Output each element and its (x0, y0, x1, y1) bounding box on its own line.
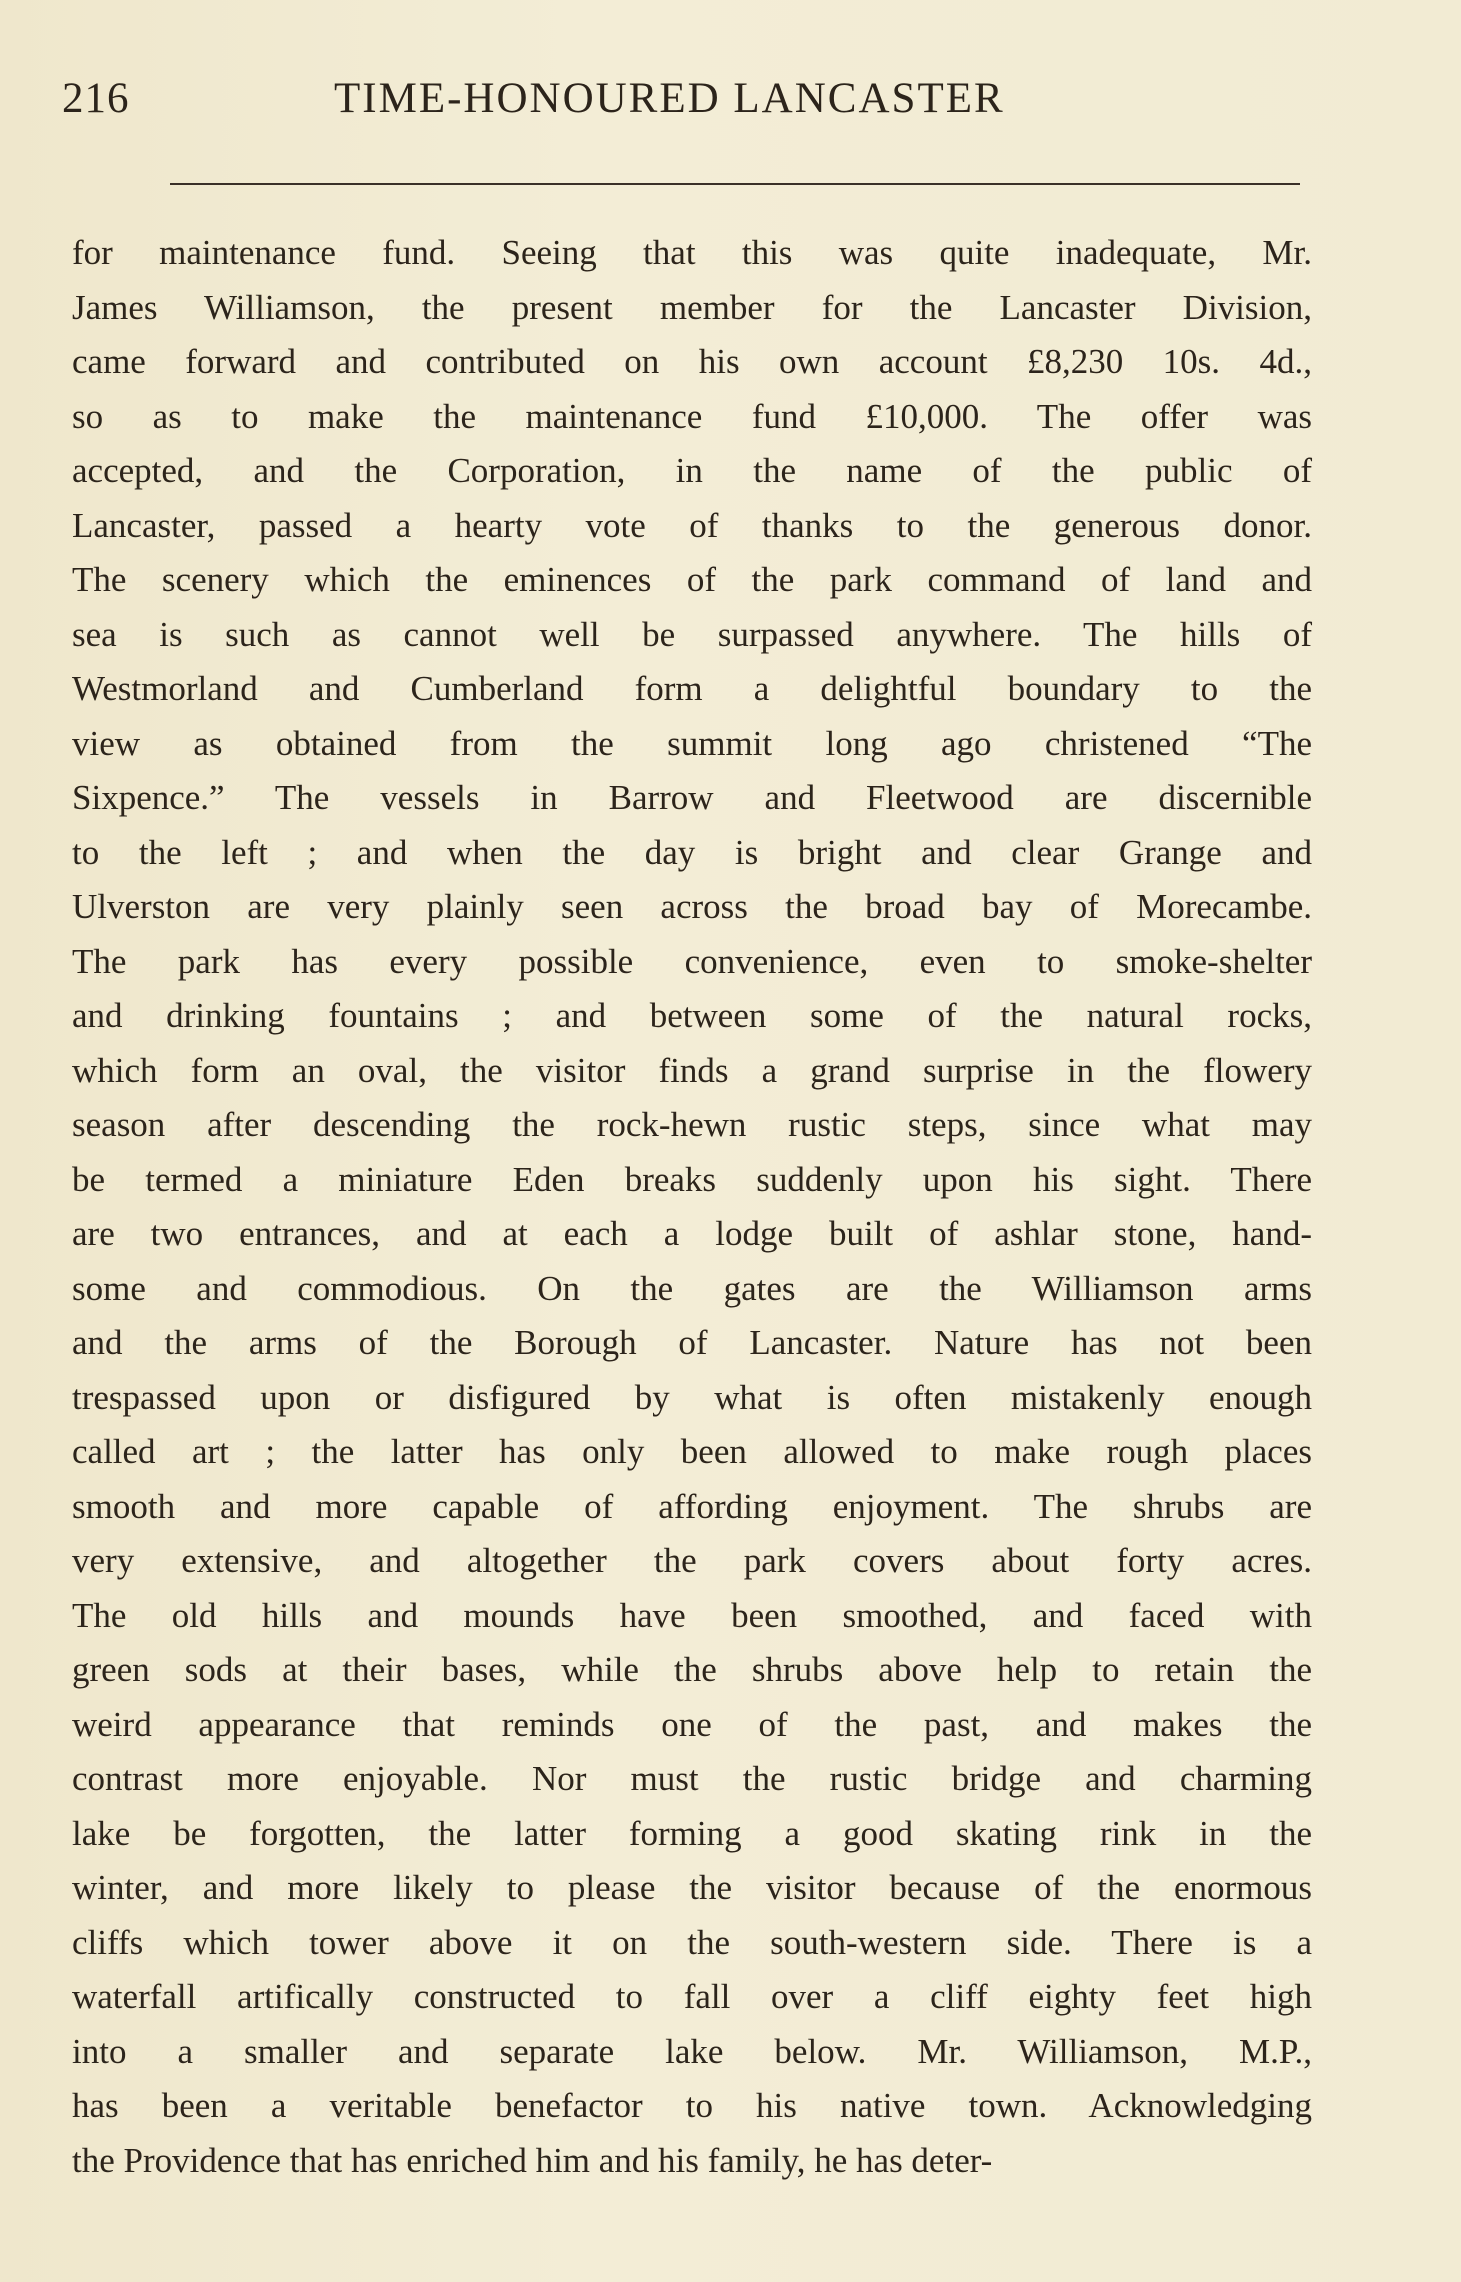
header-rule (170, 183, 1300, 185)
running-title: TIME-HONOURED LANCASTER (334, 75, 1005, 122)
text-line: and the arms of the Borough of Lancaster. Nature has not been (72, 1323, 1312, 1362)
text-line: green sods at their bases, while the shrubs above help to retain the (72, 1650, 1312, 1689)
text-line: into a smaller and separate lake below. Mr. Williamson, M.P., (72, 2031, 1312, 2071)
text-line: and drinking fountains ; and between some of the natural rocks, (72, 996, 1312, 1035)
text-line: for maintenance fund. Seeing that this was quite inadequate, Mr. (72, 233, 1312, 272)
text-line: which form an oval, the visitor finds a grand surprise in the flowery (72, 1050, 1312, 1090)
text-line: came forward and contributed on his own account £8,230 10s. 4d., (72, 342, 1312, 381)
text-line: accepted, and the Corporation, in the name of the public of (72, 451, 1312, 490)
text-line: Westmorland and Cumberland form a delightful boundary to the (72, 669, 1312, 708)
text-line: The park has every possible convenience, even to smoke-shelter (72, 941, 1312, 981)
text-line: has been a veritable benefactor to his native town. Acknowledging (72, 2086, 1312, 2125)
text-line: very extensive, and altogether the park covers about forty acres. (72, 1541, 1312, 1580)
text-line: some and commodious. On the gates are the Williamson arms (72, 1268, 1312, 1308)
text-line: contrast more enjoyable. Nor must the rustic bridge and charming (72, 1759, 1312, 1798)
text-line: sea is such as cannot well be surpassed anywhere. The hills of (72, 614, 1312, 654)
text-line: so as to make the maintenance fund £10,000. The offer was (72, 396, 1312, 436)
text-line: weird appearance that reminds one of the past, and makes the (72, 1704, 1312, 1744)
text-line: the Providence that has enriched him and his family, he has deter- (72, 2140, 993, 2180)
text-line: cliffs which tower above it on the south-western side. There is a (72, 1922, 1312, 1962)
text-line: be termed a miniature Eden breaks suddenly upon his sight. There (72, 1159, 1312, 1199)
text-line: lake be forgotten, the latter forming a good skating rink in the (72, 1813, 1312, 1853)
text-line: Sixpence.” The vessels in Barrow and Fleetwood are discernible (72, 778, 1312, 817)
page-number: 216 (62, 75, 130, 122)
text-line: waterfall artifically constructed to fall over a cliff eighty feet high (72, 1977, 1312, 2016)
text-line: Lancaster, passed a hearty vote of thanks to the generous donor. (72, 505, 1312, 545)
text-line: are two entrances, and at each a lodge built of ashlar stone, hand- (72, 1214, 1312, 1253)
text-line: The old hills and mounds have been smoothed, and faced with (72, 1595, 1312, 1635)
text-line: Ulverston are very plainly seen across the broad bay of Morecambe. (72, 887, 1312, 926)
text-line: The scenery which the eminences of the park command of land and (72, 560, 1312, 599)
body-text (72, 226, 1312, 2188)
text-line: trespassed upon or disfigured by what is often mistakenly enough (72, 1377, 1312, 1417)
text-line: to the left ; and when the day is bright and clear Grange and (72, 832, 1312, 872)
text-line: called art ; the latter has only been allowed to make rough places (72, 1432, 1312, 1471)
text-line: season after descending the rock-hewn rustic steps, since what may (72, 1105, 1312, 1144)
text-line: smooth and more capable of affording enjoyment. The shrubs are (72, 1486, 1312, 1526)
text-line: winter, and more likely to please the visitor because of the enormous (72, 1868, 1312, 1907)
text-line: James Williamson, the present member for the Lancaster Division, (72, 287, 1312, 327)
text-line: view as obtained from the summit long ago christened “The (72, 723, 1312, 763)
